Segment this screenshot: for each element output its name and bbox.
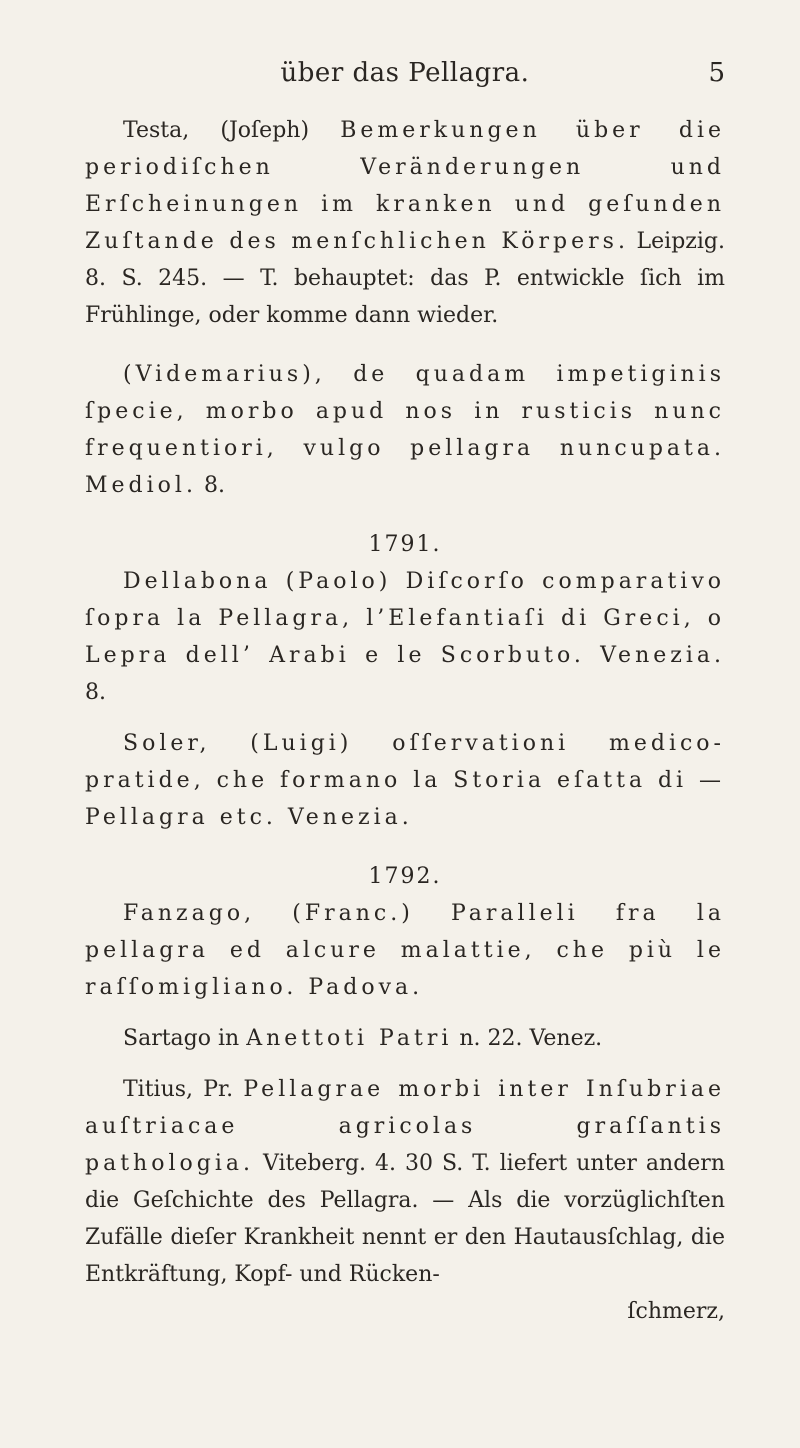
entry-author: Fanzago, (Franc.) (123, 901, 451, 926)
entry-title: Anettoti Patri (246, 1026, 453, 1051)
bibliography-entry-fanzago (85, 895, 725, 1006)
entry-title: Diſcorſo comparativo ſopra la Pellagra, l’Elefantiaſi di Greci, o Lepra dell’ Arabi e le Scorbuto. Venezia. (85, 569, 725, 668)
entry-title: oſſervationi medico-pratide, che formano la Storia eſatta di — Pellagra etc. Venezia. (85, 731, 725, 830)
bibliography-entry-titius (85, 1071, 725, 1293)
entry-title: Paralleli fra la pellagra ed alcure malattie, che più le raſſomigliano. Padova. (85, 901, 725, 1000)
entry-author: Testa, (Joſeph) (123, 118, 341, 143)
bibliography-entry-videmarius (85, 356, 725, 504)
bibliography-entry-dellabona (85, 563, 725, 711)
entry-title: de quadam impetiginis ſpecie, morbo apud nos in rusticis nunc frequentiori, vulgo pellagra nuncupata. Mediol. (85, 362, 725, 498)
running-title: über das Pellagra. (280, 58, 530, 88)
entry-author: Titius, Pr. (123, 1077, 244, 1102)
bibliography-entry-testa (85, 112, 725, 334)
entry-title: Bemerkungen über die periodiſchen Veränderungen und Erſcheinungen im kranken und geſunden Zuſtande des menſchlichen Körpers. (85, 118, 726, 254)
entry-details: n. 22. Venez. (452, 1026, 603, 1051)
entry-details: 8. (85, 680, 106, 705)
year-heading-1791: 1791. (368, 532, 442, 557)
entry-title: Pellagrae morbi inter Inſubriae auſtriacae agricolas graſſantis pathologia. (85, 1077, 726, 1176)
entry-author: Soler, (Luigi) (123, 731, 393, 756)
entry-author: Dellabona (Paolo) (123, 569, 406, 594)
bibliography-entry-soler (85, 725, 725, 836)
entry-author: Sartago in (123, 1026, 247, 1051)
page-header (85, 0, 725, 112)
entry-author: (Videmarius), (123, 362, 354, 387)
bibliography-entry-sartago (85, 1020, 725, 1057)
entry-details: Viteberg. 4. 30 S. T. liefert unter andern die Geſchichte des Pellagra. — Als die vorzüglichſten Zufälle dieſer Krankheit nennt er den Hautausſchlag, die Entkräftung, Kopf- und Rücken- (85, 1151, 725, 1287)
catchword: ſchmerz, (627, 1299, 725, 1324)
entry-details: Leipzig. 8. S. 245. — T. behauptet: das P. entwickle ſich im Frühlinge, oder komme dann wieder. (85, 229, 725, 328)
entry-details: 8. (196, 473, 225, 498)
year-heading-1792: 1792. (368, 864, 442, 889)
page-number: 5 (708, 58, 725, 88)
